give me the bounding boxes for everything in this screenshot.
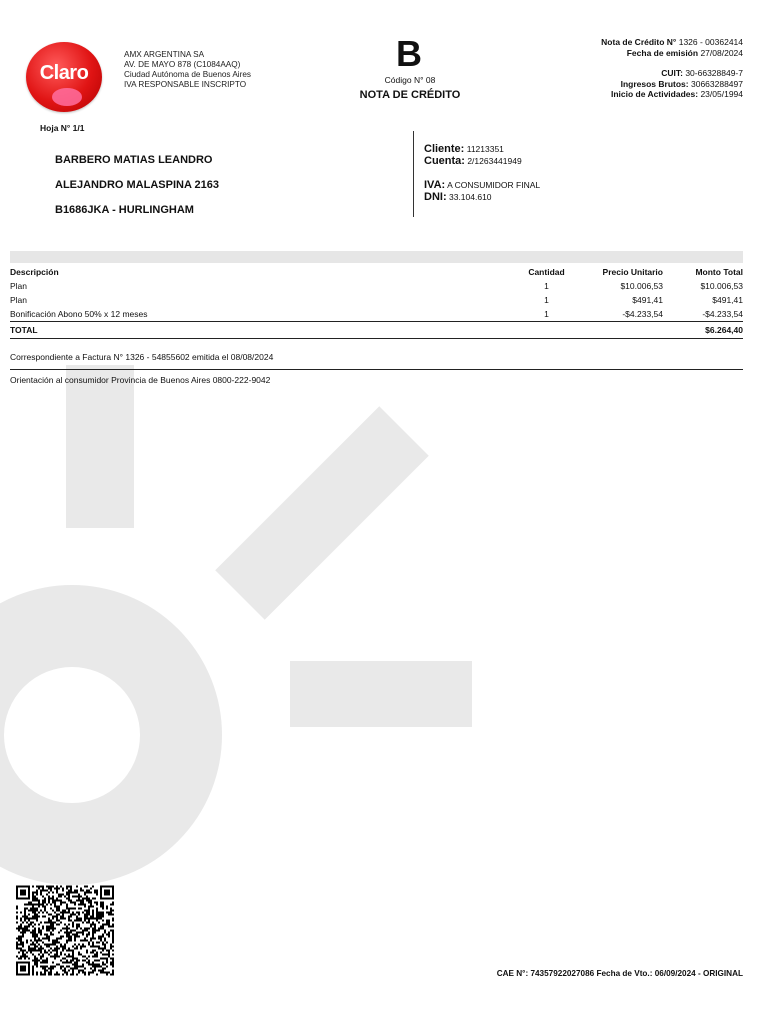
client-name: BARBERO MATIAS LEANDRO bbox=[55, 154, 213, 166]
watermark-bar-horizontal bbox=[290, 661, 472, 727]
total-value: $6.264,40 bbox=[663, 322, 743, 339]
activity-start: Inicio de Actividades: 23/05/1994 bbox=[611, 89, 743, 99]
table-header-row bbox=[10, 265, 743, 279]
claro-logo bbox=[26, 42, 102, 112]
company-city: Ciudad Autónoma de Buenos Aires bbox=[124, 70, 251, 79]
col-monto-total: Monto Total bbox=[695, 267, 743, 277]
cuit: CUIT: 30-66328849-7 bbox=[661, 68, 743, 78]
watermark-bar-diagonal bbox=[215, 406, 429, 620]
col-cantidad: Cantidad bbox=[528, 267, 565, 277]
client-account-info bbox=[424, 143, 540, 203]
watermark-bar-vertical bbox=[66, 365, 134, 528]
company-name: AMX ARGENTINA SA bbox=[124, 50, 205, 59]
client-number: Cliente: 11213351 bbox=[424, 143, 504, 155]
client-dni: DNI: 33.104.610 bbox=[424, 191, 492, 203]
company-info bbox=[124, 50, 251, 90]
table-row: Plan 1 $491,41 $491,41 bbox=[10, 295, 743, 305]
issue-date: Fecha de emisión 27/08/2024 bbox=[626, 47, 743, 58]
cae-footer: CAE N°: 74357922027086 Fecha de Vto.: 06/09/2024 - ORIGINAL bbox=[496, 969, 743, 978]
table-row: Bonificación Abono 50% x 12 meses 1 -$4.233,54 -$4.233,54 bbox=[10, 309, 743, 319]
total-row bbox=[10, 322, 743, 339]
client-iva: IVA: A CONSUMIDOR FINAL bbox=[424, 179, 541, 191]
document-code: Código N° 08 bbox=[384, 75, 436, 85]
credit-note-number: Nota de Crédito N° 1326 - 00362414 bbox=[601, 37, 743, 47]
items-table bbox=[10, 265, 743, 339]
watermark-ring bbox=[0, 585, 222, 885]
logo-text: Claro bbox=[39, 62, 89, 84]
account-number: Cuenta: 2/1263441949 bbox=[424, 155, 522, 167]
qr-code-icon bbox=[16, 885, 114, 976]
client-city: B1686JKA - HURLINGHAM bbox=[55, 204, 194, 216]
invoice-letter: B bbox=[396, 33, 422, 74]
document-title: NOTA DE CRÉDITO bbox=[359, 89, 461, 101]
header-divider bbox=[413, 131, 414, 217]
table-top-band bbox=[10, 251, 743, 263]
table-row: Plan 1 $10.006,53 $10.006,53 bbox=[10, 281, 743, 291]
notes-divider bbox=[10, 369, 743, 370]
consumer-orientation: Orientación al consumidor Provincia de Buenos Aires 0800-222-9042 bbox=[10, 375, 271, 385]
ingresos-brutos: Ingresos Brutos: 30663288497 bbox=[620, 78, 743, 89]
client-street: ALEJANDRO MALASPINA 2163 bbox=[55, 179, 220, 191]
col-descripcion: Descripción bbox=[10, 267, 59, 277]
sheet-number: Hoja N° 1/1 bbox=[40, 123, 85, 133]
logo-highlight bbox=[52, 88, 82, 106]
related-invoice-note: Correspondiente a Factura N° 1326 - 54855602 emitida el 08/08/2024 bbox=[10, 352, 274, 362]
company-address: AV. DE MAYO 878 (C1084AAQ) bbox=[124, 60, 241, 69]
total-label: TOTAL bbox=[10, 322, 510, 339]
company-iva: IVA RESPONSABLE INSCRIPTO bbox=[124, 80, 247, 89]
issuer-details bbox=[601, 37, 743, 100]
col-precio-unitario: Precio Unitario bbox=[602, 267, 663, 277]
